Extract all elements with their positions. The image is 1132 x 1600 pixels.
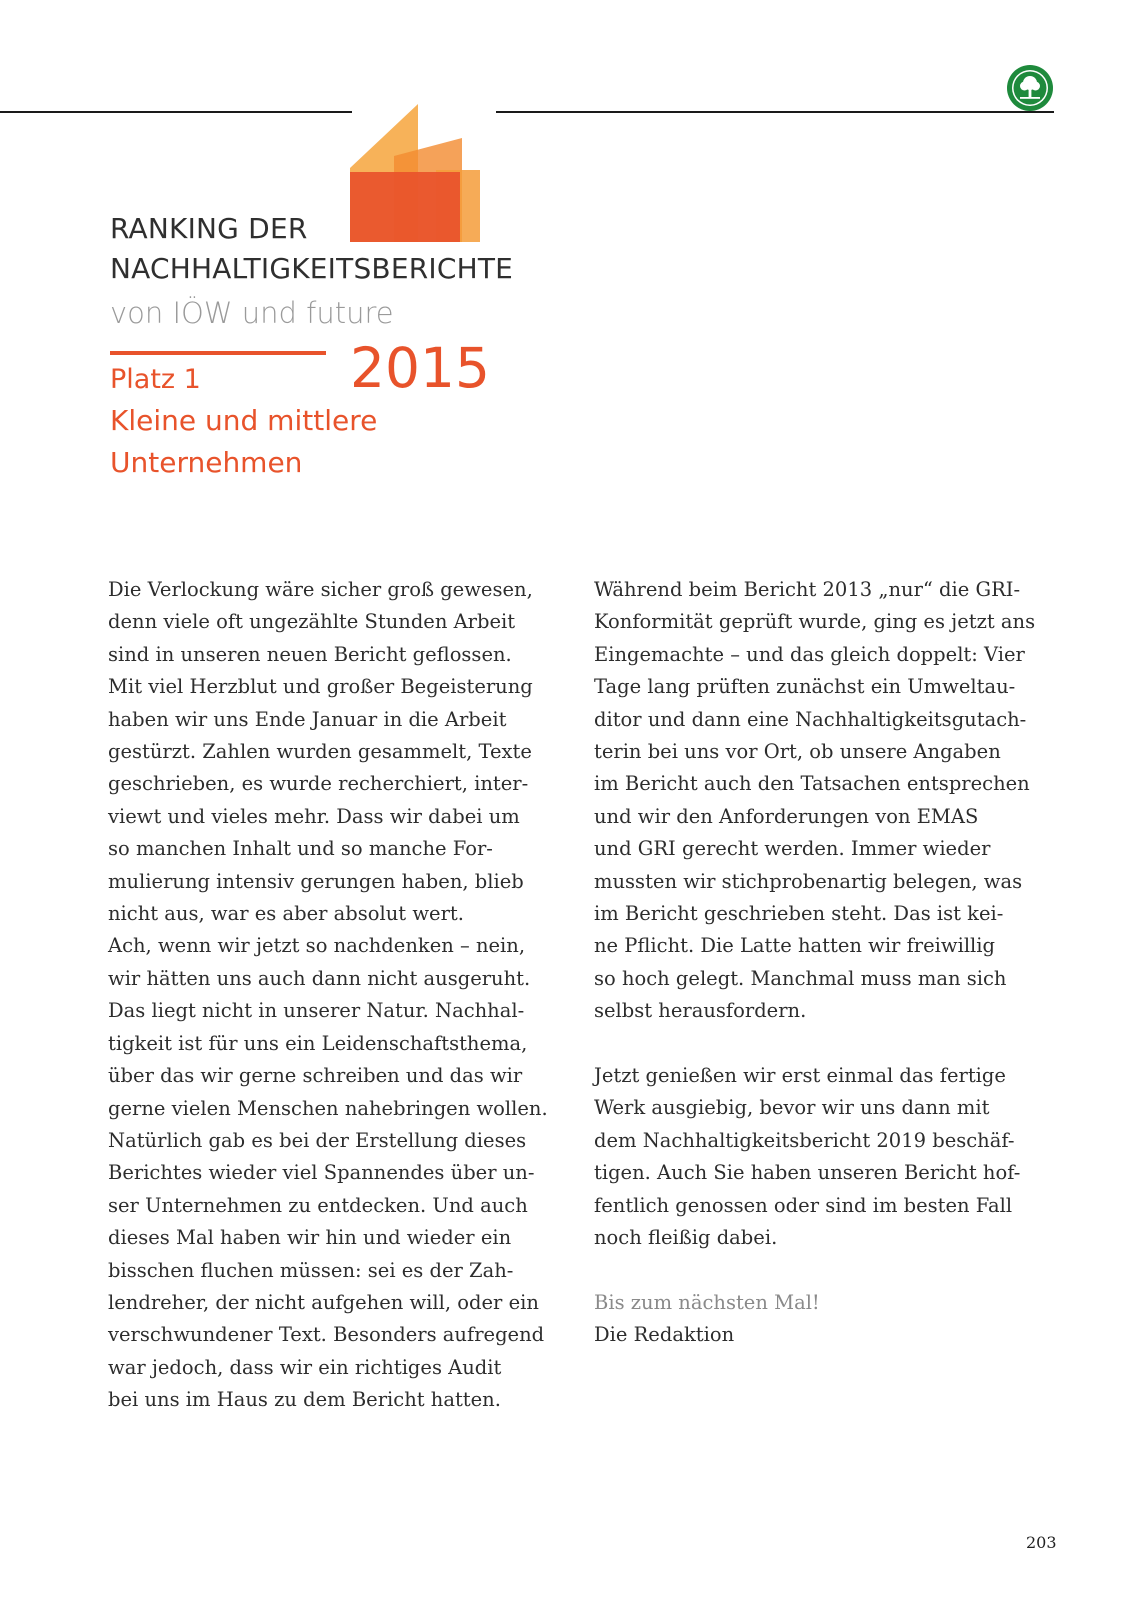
text-line: Jetzt genießen wir erst einmal das fertige (594, 1064, 1006, 1088)
award-year: 2015 (350, 336, 490, 400)
text-line: Während beim Bericht 2013 „nur“ die GRI- (594, 578, 1021, 601)
text-line: und GRI gerecht werden. Immer wieder (594, 837, 991, 861)
text-line: Eingemachte – und das gleich doppelt: Vier (594, 642, 1025, 666)
text-line: lendreher, der nicht aufgehen will, oder ein (108, 1290, 539, 1314)
text-line: über das wir gerne schreiben und das wir (108, 1064, 523, 1088)
text-line: tigen. Auch Sie haben unseren Bericht hof- (594, 1161, 1021, 1185)
page-number: 203 (1026, 1533, 1057, 1552)
text-column-right (594, 574, 1054, 1352)
award-graphic (350, 104, 490, 242)
paragraph-gap (594, 1028, 1054, 1060)
text-line: verschwundener Text. Besonders aufregend (108, 1323, 545, 1347)
text-line: so manchen Inhalt und so manche For- (108, 837, 493, 861)
text-line: im Bericht geschrieben steht. Das ist kei- (594, 902, 1004, 926)
signature: Die Redaktion (594, 1323, 735, 1347)
text-line: mulierung intensiv gerungen haben, blieb (108, 869, 524, 893)
text-line: war jedoch, dass wir ein richtiges Audit (108, 1355, 502, 1379)
closing-greeting: Bis zum nächsten Mal! (594, 1290, 820, 1314)
header-rule-left (0, 111, 352, 113)
text-line: viewt und vieles mehr. Dass wir dabei um (108, 804, 520, 828)
text-line: Das liegt nicht in unserer Natur. Nachhal- (108, 999, 525, 1023)
text-line: tigkeit ist für uns ein Leidenschaftsthema, (108, 1031, 528, 1055)
text-line: ser Unternehmen zu entdecken. Und auch (108, 1193, 528, 1217)
text-line: noch fleißig dabei. (594, 1226, 778, 1250)
award-place: Platz 1 (110, 364, 201, 395)
text-line: Konformität geprüft wurde, ging es jetzt ans (594, 610, 1036, 634)
text-line: Die Verlockung wäre sicher groß gewesen, (108, 578, 533, 601)
text-line: und wir den Anforderungen von EMAS (594, 804, 979, 828)
text-line: Natürlich gab es bei der Erstellung dieses (108, 1128, 527, 1152)
text-line: geschrieben, es wurde recherchiert, inter- (108, 772, 529, 796)
text-column-left (108, 574, 563, 1417)
text-line: Berichtes wieder viel Spannendes über un- (108, 1161, 535, 1185)
text-line: ne Pflicht. Die Latte hatten wir freiwillig (594, 934, 996, 958)
text-line: selbst herausfordern. (594, 999, 807, 1023)
award-subtitle: von IÖW und future (110, 296, 394, 330)
award-divider-bar (110, 351, 326, 355)
text-line: Werk ausgiebig, bevor wir uns dann mit (594, 1096, 990, 1120)
text-line: gerne vielen Menschen nahebringen wollen. (108, 1096, 548, 1120)
text-line: fentlich genossen oder sind im besten Fall (594, 1193, 1013, 1217)
text-line: im Bericht auch den Tatsachen entsprechen (594, 772, 1030, 796)
text-line: wir hätten uns auch dann nicht ausgeruht. (108, 966, 531, 990)
paragraph-gap (594, 1255, 1054, 1287)
text-line: nicht aus, war es aber absolut wert. (108, 902, 464, 926)
text-line: bei uns im Haus zu dem Bericht hatten. (108, 1388, 501, 1412)
text-line: ditor und dann eine Nachhaltigkeitsgutach- (594, 707, 1027, 731)
award-title-line1: RANKING DER (110, 212, 308, 245)
award-title-line2: NACHHALTIGKEITSBERICHTE (110, 252, 514, 285)
text-line: dem Nachhaltigkeitsbericht 2019 beschäf- (594, 1128, 1015, 1152)
text-line: Tage lang prüften zunächst ein Umweltau- (594, 675, 1016, 699)
text-line: dieses Mal haben wir hin und wieder ein (108, 1226, 512, 1250)
text-line: Mit viel Herzblut und großer Begeisterung (108, 675, 533, 699)
text-line: haben wir uns Ende Januar in die Arbeit (108, 707, 507, 731)
text-line: mussten wir stichprobenartig belegen, was (594, 869, 1023, 893)
text-line: gestürzt. Zahlen wurden gesammelt, Texte (108, 740, 532, 764)
header-rule-right (496, 111, 1054, 113)
text-line: so hoch gelegt. Manchmal muss man sich (594, 966, 1007, 990)
tree-icon (1006, 64, 1054, 112)
text-line: sind in unseren neuen Bericht geflossen. (108, 642, 512, 666)
award-category-line2: Unternehmen (110, 446, 303, 479)
award-category-line1: Kleine und mittlere (110, 404, 378, 437)
text-line: terin bei uns vor Ort, ob unsere Angaben (594, 740, 1001, 764)
text-line: Ach, wenn wir jetzt so nachdenken – nein, (108, 934, 526, 958)
text-line: denn viele oft ungezählte Stunden Arbeit (108, 610, 516, 634)
text-line: bisschen fluchen müssen: sei es der Zah- (108, 1258, 514, 1282)
